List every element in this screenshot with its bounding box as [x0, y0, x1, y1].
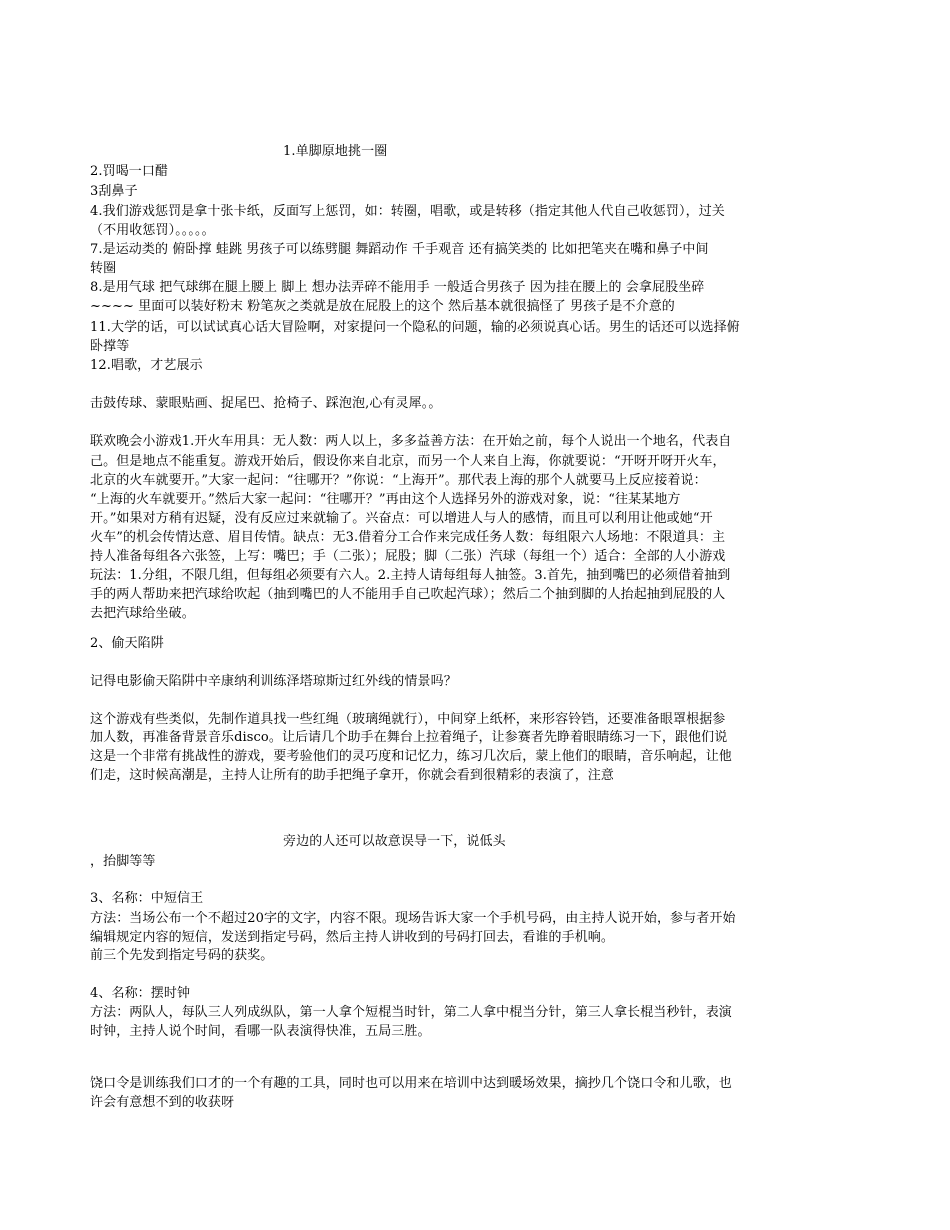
text-line: 卧撑等: [90, 339, 130, 354]
text-line: 4.我们游戏惩罚是拿十张卡纸，反面写上惩罚，如：转圈，唱歌，或是转移（指定其他人代自己收惩罚），过关: [90, 204, 725, 219]
text-line: 8.是用气球 把气球绑在腿上腰上 脚上 想办法弄碎不能用手 一般适合男孩子 因为挂在腰上的 会拿屁股坐碎: [90, 280, 705, 295]
text-line: ，抬脚等等: [90, 854, 156, 869]
text-line: 开。”如果对方稍有迟疑，没有反应过来就输了。兴奋点：可以增进人与人的感情，而且可以利用让他或她“开: [90, 511, 713, 526]
text-line: 转圈: [90, 261, 117, 276]
text-line: 玩法：1.分组，不限几组，但每组必须要有六人。2.主持人请每组每人抽签。3.首先，抽到嘴巴的必须借着抽到: [90, 568, 731, 583]
text-line: 们走，这时候高潮是，主持人让所有的助手把绳子拿开，你就会看到很精彩的表演了，注意: [90, 768, 615, 783]
text-line: 1.单脚原地挑一圈: [283, 144, 388, 159]
text-line: “上海的火车就要开。”然后大家一起问：“往哪开？”再由这个人选择另外的游戏对象，说：“往某某地方: [90, 492, 681, 507]
text-line: 北京的火车就要开。”大家一起问：“往哪开？”你说：“上海开”。那代表上海的那个人就要马上反应接着说：: [90, 473, 707, 488]
text-line: 去把汽球给坐破。: [90, 606, 195, 621]
text-line: ~~~~ 里面可以装好粉末 粉笔灰之类就是放在屁股上的这个 然后基本就很搞怪了 男孩子是不介意的: [90, 299, 675, 314]
text-line: 前三个先发到指定号码的获奖。: [90, 948, 274, 963]
section-heading: 2、偷天陷阱: [90, 636, 164, 651]
text-line: 7.是运动类的 俯卧撑 蛙跳 男孩子可以练劈腿 舞蹈动作 千手观音 还有搞笑类的 比如把笔夹在嘴和鼻子中间: [90, 242, 709, 257]
text-line: 编辑规定内容的短信，发送到指定号码，然后主持人讲收到的号码打回去，看谁的手机响。: [90, 930, 615, 945]
text-line: 己。但是地点不能重复。游戏开始后，假设你来自北京，而另一个人来自上海，你就要说：“开呀开呀开火车，: [90, 454, 726, 469]
text-line: 加人数，再准备背景音乐disco。让后请几个助手在舞台上拉着绳子，让参赛者先睁着眼睛练习一下，跟他们说: [90, 730, 728, 745]
text-line: 2.罚喝一口醋: [90, 164, 169, 179]
text-line: 记得电影偷天陷阱中辛康纳利训练泽塔琼斯过红外线的情景吗？: [90, 674, 457, 689]
text-line: 许会有意想不到的收获呀: [90, 1095, 235, 1110]
text-line: 击鼓传球、蒙眼贴画、捉尾巴、抢椅子、踩泡泡,心有灵犀。。: [90, 396, 442, 411]
text-line: 联欢晚会小游戏1.开火车用具：无人数：两人以上，多多益善方法：在开始之前，每个人说出一个地名，代表自: [90, 434, 732, 449]
text-line: 手的两人帮助来把汽球给吹起（抽到嘴巴的人不能用手自己吹起汽球）；然后二个抽到脚的人抬起抽到屁股的人: [90, 587, 726, 602]
text-line: 持人准备每组各六张签，上写：嘴巴；手（二张）；屁股；脚（二张）汽球（每组一个）适合：全部的人小游戏: [90, 549, 726, 564]
text-line: 时钟，主持人说个时间，看哪一队表演得快准，五局三胜。: [90, 1024, 431, 1039]
text-line: 12.唱歌，才艺展示: [90, 358, 203, 373]
text-line: 火车”的机会传情达意、眉目传情。缺点：无3.借着分工合作来完成任务人数：每组限六人场地：不限道具：主: [90, 530, 726, 545]
text-line: 饶口令是训练我们口才的一个有趣的工具，同时也可以用来在培训中达到暖场效果，摘抄几个饶口令和儿歌，也: [90, 1076, 732, 1091]
text-line: 这个游戏有些类似，先制作道具找一些红绳（玻璃绳就行），中间穿上纸杯，来形容铃铛，还要准备眼罩根据参: [90, 712, 726, 727]
section-heading: 4、名称：摆时钟: [90, 986, 191, 1001]
text-line: 11.大学的话，可以试试真心话大冒险啊，对家提问一个隐私的问题，输的必须说真心话。男生的话还可以选择俯: [90, 320, 740, 335]
text-line: 这是一个非常有挑战性的游戏，要考验他们的灵巧度和记忆力，练习几次后，蒙上他们的眼睛，音乐响起，让他: [90, 749, 732, 764]
text-line: 旁边的人还可以故意误导一下，说低头: [283, 834, 506, 849]
text-line: 方法：两队人，每队三人列成纵队，第一人拿个短棍当时针，第二人拿中棍当分针，第三人拿长棍当秒针，表演: [90, 1005, 732, 1020]
text-line: （不用收惩罚）。。。。。: [90, 223, 215, 238]
text-line: 3刮鼻子: [90, 184, 138, 199]
text-line: 方法：当场公布一个不超过20字的文字，内容不限。现场告诉大家一个手机号码，由主持人说开始，参与者开始: [90, 911, 736, 926]
section-heading: 3、名称：中短信王: [90, 891, 204, 906]
